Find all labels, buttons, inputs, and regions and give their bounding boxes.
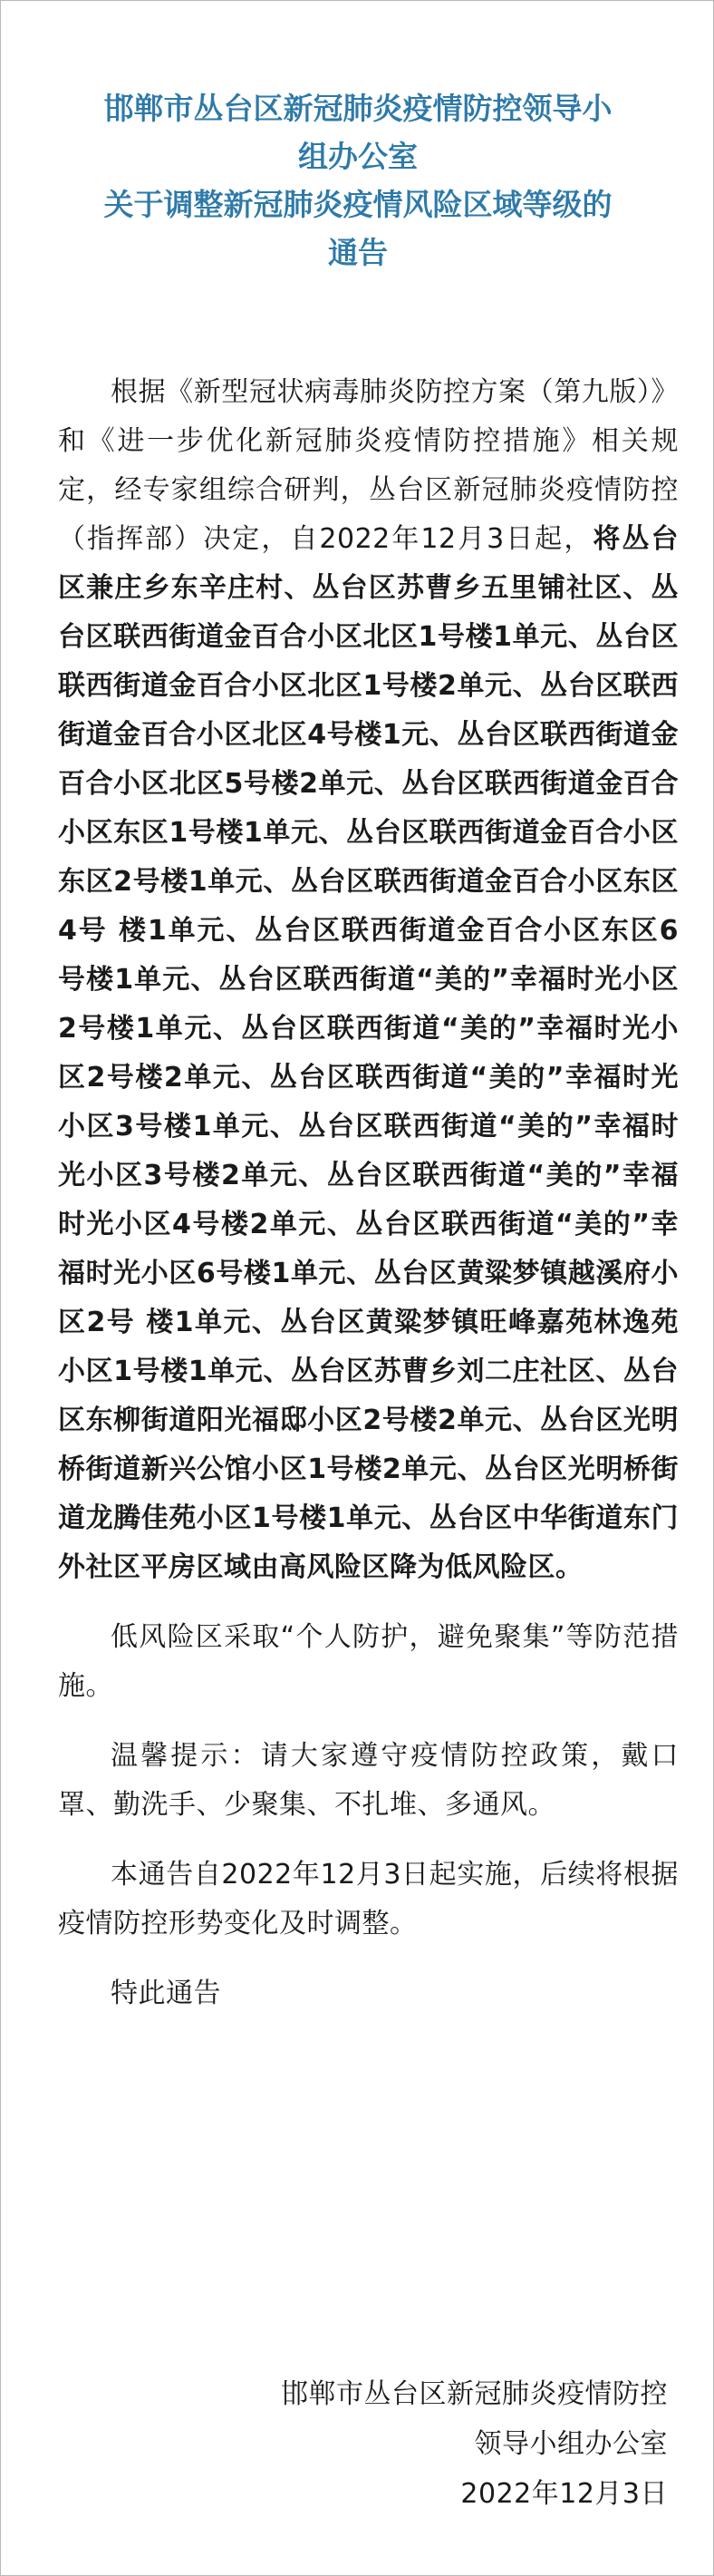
notice-body — [58, 368, 679, 2039]
paragraph-reminder: 温馨提示：请大家遵守疫情防控政策，戴口罩、勤洗手、少聚集、不扎堆、多通风。 — [58, 1740, 679, 1821]
paragraph-effective: 本通告自2022年12月3日起实施，后续将根据疫情防控形势变化及时调整。 — [58, 1859, 679, 1939]
signature-org-line-1: 邯郸市丛台区新冠肺炎疫情防控 — [281, 2378, 668, 2410]
title-line-4: 通告 — [328, 235, 388, 270]
title-line-3: 关于调整新冠肺炎疫情风险区域等级的 — [103, 187, 613, 222]
decision-intro-text: 根据《新型冠状病毒肺炎防控方案（第九版）》和《进一步优化新冠肺炎疫情防控措施》相关规定，经专家组综合研判，丛台区新冠肺炎疫情防控（指挥部）决定，自2022年12月3日起， — [58, 376, 679, 555]
decision-area-list: 将丛台区兼庄乡东辛庄村、丛台区苏曹乡五里铺社区、丛台区联西街道金百合小区北区1号楼1单元、丛台区联西街道金百合小区北区1号楼2单元、丛台区联西街道金百合小区北区4号楼1元、丛台区联西街道金百合小区北区5号楼2单元、丛台区联西街道金百合小区东区1号楼1单元、丛台区联西街道金百合小区东区2号楼1单元、丛台区联西街道金百合小区东区4号 楼1单元、丛台区联西街道金百合小区东区6号楼1单元、丛台区联西街道“美的”幸福时光小区2号楼1单元、丛台区联西街道“美的”幸福时光小区2号楼2单元、丛台区联西街道“美的”幸福时光小区3号楼1单元、丛台区联西街道“美的”幸福时光小区3号楼2单元、丛台区联西街道“美的”幸福时光小区4号楼2单元、丛台区联西街道“美的”幸福时光小区6号楼1单元、丛台区黄粱梦镇越溪府小区2号 楼1单元、丛台区黄粱梦镇旺峰嘉苑林逸苑小区1号楼1单元、丛台区苏曹乡刘二庄社区、丛台区东柳街道阳光福邸小区2号楼2单元、丛台区光明桥街道新兴公馆小区1号楼2单元、丛台区光明桥街道龙腾佳苑小区1号楼1单元、丛台区中华街道东门外社区平房区域由高风险区降为低风险区。 — [58, 523, 679, 1583]
signature-org-line-2: 领导小组办公室 — [474, 2428, 668, 2460]
notice-title — [37, 84, 679, 277]
paragraph-measures: 低风险区采取“个人防护，避免聚集”等防范措施。 — [58, 1621, 679, 1702]
title-line-2: 组办公室 — [298, 139, 418, 174]
paragraph-decision — [58, 368, 679, 1592]
title-line-1: 邯郸市丛台区新冠肺炎疫情防控领导小 — [103, 91, 613, 126]
signature-date: 2022年12月3日 — [460, 2478, 668, 2510]
signature-block — [281, 2369, 668, 2519]
paragraph-closing: 特此通告 — [111, 1978, 221, 2009]
